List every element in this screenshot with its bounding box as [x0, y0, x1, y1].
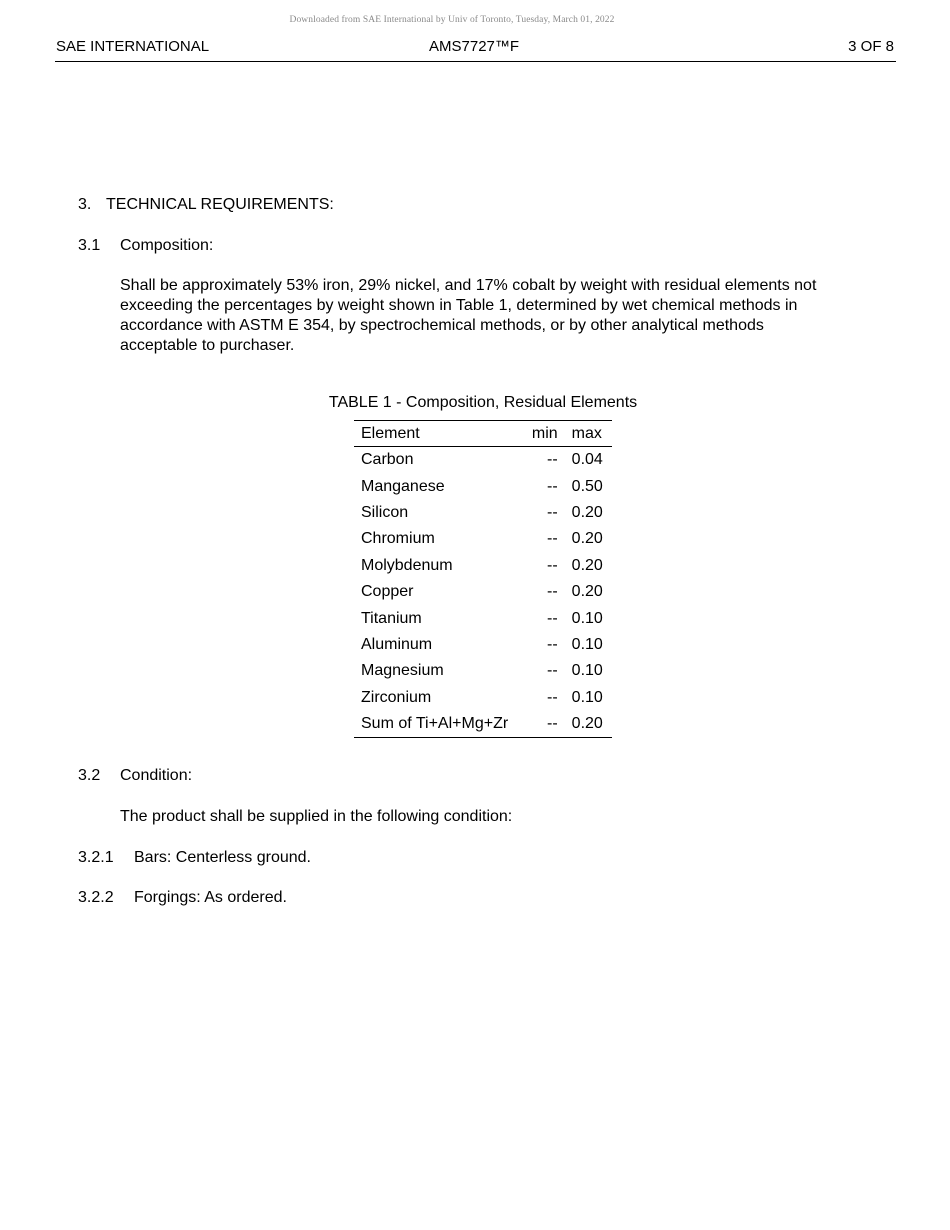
- section-3-2-1-number: 3.2.1: [78, 849, 114, 866]
- table-row: [354, 526, 612, 552]
- table-row: [354, 500, 612, 526]
- table-row: [354, 632, 612, 658]
- composition-table: [354, 420, 612, 738]
- cell-max: 0.10: [571, 662, 603, 680]
- cell-min: --: [547, 688, 558, 706]
- column-header-element: Element: [354, 421, 523, 447]
- cell-element: Manganese: [361, 477, 445, 495]
- cell-element: Magnesium: [361, 662, 444, 680]
- table-row: [354, 685, 612, 711]
- cell-max: 0.04: [571, 451, 603, 469]
- column-header-max: max: [565, 421, 612, 447]
- cell-max: 0.10: [571, 609, 603, 627]
- table-row: [354, 658, 612, 684]
- table-1-title: TABLE 1 - Composition, Residual Elements: [328, 394, 638, 411]
- cell-min: --: [547, 503, 558, 521]
- paragraph-line: exceeding the percentages by weight shown in Table 1, determined by wet chemical methods in: [120, 297, 798, 314]
- section-3-number: 3.: [78, 196, 92, 213]
- table-row: [354, 579, 612, 605]
- section-3-title: TECHNICAL REQUIREMENTS:: [106, 196, 334, 213]
- table-body: [354, 447, 612, 738]
- cell-min: --: [547, 530, 558, 548]
- table-row: [354, 605, 612, 631]
- paragraph-line: Shall be approximately 53% iron, 29% nickel, and 17% cobalt by weight with residual elements not: [120, 277, 817, 294]
- header-document-id: AMS7727™F: [429, 38, 520, 55]
- cell-element: Silicon: [361, 503, 409, 521]
- section-3-2-2-text: Forgings: As ordered.: [134, 889, 287, 906]
- cell-min: --: [547, 556, 558, 574]
- page-header: [55, 38, 896, 62]
- section-3-2-2-number: 3.2.2: [78, 889, 114, 906]
- table-row: [354, 447, 612, 474]
- section-3-1-title: Composition:: [120, 237, 214, 254]
- cell-element: Aluminum: [361, 635, 433, 653]
- cell-max: 0.10: [571, 688, 603, 706]
- table-header-row: [354, 421, 612, 447]
- paragraph-line: accordance with ASTM E 354, by spectrochemical methods, or by other analytical methods: [120, 317, 764, 334]
- paragraph-line: acceptable to purchaser.: [120, 337, 295, 354]
- cell-max: 0.20: [571, 583, 603, 601]
- cell-element: Chromium: [361, 530, 435, 548]
- header-publisher: SAE INTERNATIONAL: [56, 38, 210, 55]
- section-3-2-number: 3.2: [78, 767, 101, 784]
- table-row: [354, 473, 612, 499]
- cell-element: Titanium: [361, 609, 422, 627]
- section-3-1-number: 3.1: [78, 237, 101, 254]
- cell-max: 0.10: [571, 635, 603, 653]
- column-header-min: min: [523, 421, 565, 447]
- cell-min: --: [547, 451, 558, 469]
- condition-paragraph: The product shall be supplied in the following condition:: [120, 808, 513, 825]
- section-3-2-1-text: Bars: Centerless ground.: [134, 849, 311, 866]
- cell-min: --: [547, 635, 558, 653]
- table-row: [354, 553, 612, 579]
- cell-max: 0.20: [571, 503, 603, 521]
- cell-element: Zirconium: [361, 688, 432, 706]
- header-page-number: 3 OF 8: [848, 38, 894, 55]
- cell-max: 0.20: [571, 530, 603, 548]
- cell-min: --: [547, 477, 558, 495]
- cell-min: --: [547, 583, 558, 601]
- cell-max: 0.20: [565, 711, 612, 738]
- cell-element: Copper: [361, 583, 414, 601]
- table-row: [354, 711, 612, 738]
- cell-element: Sum of Ti+Al+Mg+Zr: [354, 711, 523, 738]
- cell-max: 0.50: [571, 477, 603, 495]
- download-watermark: Downloaded from SAE International by Univ of Toronto, Tuesday, March 01, 2022: [289, 15, 615, 25]
- cell-min: --: [523, 711, 565, 738]
- composition-paragraph: [120, 276, 880, 356]
- cell-element: Molybdenum: [361, 556, 453, 574]
- cell-min: --: [547, 609, 558, 627]
- section-3-2-title: Condition:: [120, 767, 193, 784]
- cell-element: Carbon: [361, 451, 414, 469]
- cell-min: --: [547, 662, 558, 680]
- cell-max: 0.20: [571, 556, 603, 574]
